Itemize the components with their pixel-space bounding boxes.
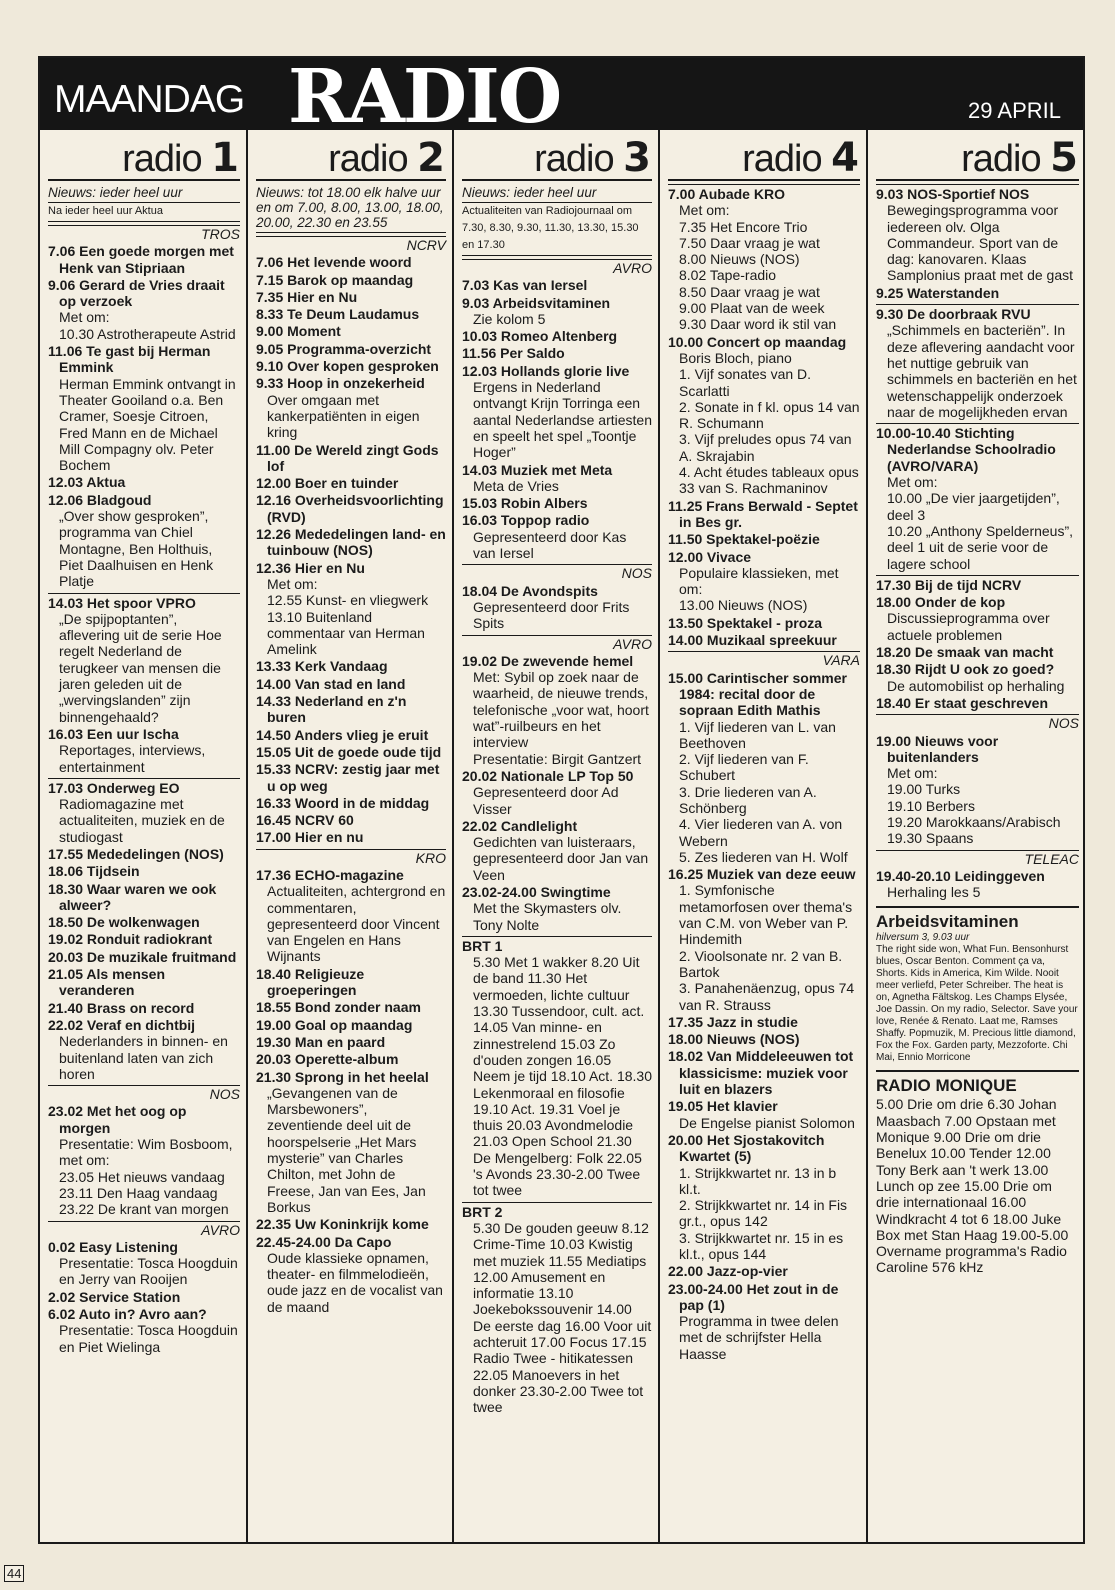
program-title: 23.02 Met het oog op morgen xyxy=(48,1103,187,1136)
program-title: 11.00 De Wereld zingt Gods lof xyxy=(256,441,439,474)
program-item xyxy=(876,306,1079,322)
program-title: 12.16 Overheidsvoorlichting (RVD) xyxy=(256,492,444,525)
program-title: 7.35 Hier en Nu xyxy=(256,288,358,305)
program-item xyxy=(668,1098,860,1114)
program-title: 11.56 Per Saldo xyxy=(462,345,565,362)
program-title: 9.06 Gerard de Vries draait op verzoek xyxy=(48,276,225,310)
column-title-number: 2 xyxy=(417,135,444,181)
program-item xyxy=(668,1263,860,1279)
program-title: 20.02 Nationale LP Top 50 xyxy=(462,767,634,784)
column-title-number: 1 xyxy=(211,135,238,181)
program-item xyxy=(668,1031,860,1047)
program-item xyxy=(256,761,446,794)
program-item xyxy=(48,863,240,879)
program-title: 18.06 Tijdsein xyxy=(48,863,140,880)
program-item xyxy=(462,512,652,528)
program-item xyxy=(48,1103,240,1136)
column-title-word: radio xyxy=(122,138,202,180)
program-description: Met om: 10.00 „De vier jaargetijden”, deel 3 10.20 „Anthony Spelderneus”, deel 1 uit de serie voor de lagere school xyxy=(887,474,1074,572)
program-title: 17.30 Bij de tijd NCRV xyxy=(876,576,1022,593)
header-banner xyxy=(40,54,1083,140)
program-title: 22.45-24.00 Da Capo xyxy=(256,1233,392,1250)
broadcaster-label: AVRO xyxy=(48,1221,240,1238)
program-title: 14.00 Muzikaal spreekuur xyxy=(668,632,837,649)
program-title: 18.00 Onder de kop xyxy=(876,594,1006,611)
program-item xyxy=(48,846,240,862)
column-radio-5 xyxy=(866,130,1085,1542)
program-item xyxy=(48,277,240,310)
program-title: 2.02 Service Station xyxy=(48,1288,181,1305)
section-divider xyxy=(876,184,1079,185)
program-title: 18.20 De smaak van macht xyxy=(876,644,1054,661)
program-item xyxy=(48,492,240,508)
program-description: „Over show gesproken”, programma van Chiel Montagne, Ben Holthuis, Piet Daalhuisen en Henk Platje xyxy=(59,508,214,590)
program-item xyxy=(256,829,446,845)
section-divider xyxy=(462,1202,652,1203)
program-description: Presentatie: Wim Bosboom, met om: 23.05 Het nieuws vandaag 23.11 Den Haag vandaag 23.22 De krant van morgen xyxy=(59,1136,233,1218)
program-item xyxy=(48,931,240,947)
program-item xyxy=(462,277,652,293)
program-description: Zie kolom 5 xyxy=(473,310,546,327)
program-title: 15.33 NCRV: zestig jaar met u op weg xyxy=(256,761,440,794)
program-title: 11.25 Frans Berwald - Septet in Bes gr. xyxy=(668,497,858,530)
program-item xyxy=(668,531,860,547)
program-title: 9.05 Programma-overzicht xyxy=(256,340,432,357)
program-description: Met: Sybil op zoek naar de waarheid, de nieuwe trends, telefonische „voor wat, hoort wat”-ruilbeurs en het interview Presentatie: Birgit Gantzert xyxy=(473,669,649,767)
program-description: Met om: 7.35 Het Encore Trio 7.50 Daar vraag je wat 8.00 Nieuws (NOS) 8.02 Tape-radio 8.50 Daar vraag je wat 9.00 Plaat van de week 9.30 Daar word ik stil van xyxy=(679,202,837,333)
column-radio-2 xyxy=(246,130,452,1542)
program-description: 5.30 De gouden geeuw 8.12 Crime-Time 10.03 Kwistig met muziek 11.55 Mediatips 12.00 Amusement en informatie 13.10 Joekebokssouvenir 14.00 De eerste dag 16.00 Voor uit achteruit 17.00 Focus 17.15 Radio Twee - hitikatessen 22.05 Manoevers in het donker 23.30-2.00 Twee tot twee xyxy=(473,1219,652,1416)
program-title: 14.00 Van stad en land xyxy=(256,675,406,692)
program-item xyxy=(256,1234,446,1250)
program-item xyxy=(668,186,860,202)
program-title: 11.06 Te gast bij Herman Emmink xyxy=(48,343,211,376)
program-item xyxy=(876,186,1079,202)
program-title: 8.33 Te Deum Laudamus xyxy=(256,306,420,323)
program-description: 5.30 Met 1 wakker 8.20 Uit de band 11.30 Het vermoeden, lichte cultuur 13.30 Tussendoor, cult. act. 14.05 Van minne- en zinnestrelend 15.03 Zo d'ouden zongen 16.05 Neem je tijd 18.10 Act. 18.30 Lekenmoraal en filosofie 19.10 Act. 19.31 Voel je thuis 20.03 Avondmelodie 21.03 Open School 21.30 De Mengelberg: Folk 22.05 's Avonds 23.30-2.00 Twee tot twee xyxy=(473,954,652,1199)
program-description: 1. Symfonische metamorfosen over thema's van C.M. von Weber van P. Hindemith 2. Vioolsonate nr. 2 van B. Bartok 3. Panahenäenzug, opus 74 van R. Strauss xyxy=(679,882,855,1013)
program-description: Oude klassieke opnamen, theater- en filmmelodieën, oude jazz en de vocalist van de maand xyxy=(267,1249,443,1315)
program-description: Actualiteiten, achtergrond en commentaren, gepresenteerd door Vincent van Engelen en Hans Wijnants xyxy=(267,883,446,965)
program-description: Met om: 19.00 Turks 19.10 Berbers 19.20 Marokkaans/Arabisch 19.30 Spaans xyxy=(887,765,1061,847)
column-radio-1 xyxy=(40,130,246,1542)
program-item xyxy=(876,285,1079,301)
program-item xyxy=(256,492,446,525)
program-title: 16.45 NCRV 60 xyxy=(256,812,354,829)
program-title: 11.50 Spektakel-poëzie xyxy=(668,531,820,548)
program-title: 18.30 Rijdt U ook zo goed? xyxy=(876,661,1055,678)
news-note: Nieuws: ieder heel uur xyxy=(48,185,240,203)
program-item xyxy=(876,594,1079,610)
program-description: De automobilist op herhaling xyxy=(887,677,1065,694)
program-item xyxy=(256,676,446,692)
column-title-number: 4 xyxy=(831,135,858,181)
program-item xyxy=(256,560,446,576)
broadcaster-label: AVRO xyxy=(462,635,652,652)
program-item xyxy=(256,744,446,760)
program-item xyxy=(462,295,652,311)
program-item xyxy=(256,966,446,999)
program-title: 0.02 Easy Listening xyxy=(48,1238,178,1255)
broadcaster-label: VARA xyxy=(668,651,860,668)
column-title-number: 3 xyxy=(623,135,650,181)
program-title: 9.25 Waterstanden xyxy=(876,284,1000,301)
column-title xyxy=(876,135,1079,181)
program-item xyxy=(256,289,446,305)
program-title: 23.02-24.00 Swingtime xyxy=(462,883,611,900)
program-description: Met the Skymasters olv. Tony Nolte xyxy=(473,900,622,933)
program-item xyxy=(256,999,446,1015)
program-title: 18.40 Er staat geschreven xyxy=(876,694,1048,711)
program-item xyxy=(48,343,240,376)
program-title: 21.40 Brass on record xyxy=(48,999,195,1016)
program-title: 13.50 Spektakel - proza xyxy=(668,614,823,631)
news-sub-note: Actualiteiten van Radiojournaal om 7.30, 8.30, 9.30, 11.30, 13.30, 15.30 en 17.30 xyxy=(462,203,652,256)
column-title xyxy=(48,135,240,181)
program-title: 15.03 Robin Albers xyxy=(462,495,588,512)
broadcaster-label: NOS xyxy=(462,564,652,581)
day-label: MAANDAG xyxy=(54,78,245,121)
program-item xyxy=(462,818,652,834)
program-title: 7.03 Kas van Iersel xyxy=(462,277,588,294)
program-description: „De spijpoptanten”, aflevering uit de serie Hoe regelt Nederland de terugkeer van mensen die jaren geleden uit de „wervingslanden” zijn binnengehaald? xyxy=(59,610,222,725)
program-title: 16.25 Muziek van deze eeuw xyxy=(668,866,856,883)
program-title: 12.03 Aktua xyxy=(48,474,126,491)
program-item xyxy=(48,474,240,490)
program-title: 22.35 Uw Koninkrijk kome xyxy=(256,1216,429,1233)
program-title: 18.30 Waar waren we ook alweer? xyxy=(48,880,217,913)
program-title: 17.03 Onderweg EO xyxy=(48,779,180,796)
section-divider xyxy=(668,184,860,185)
program-description: Over omgaan met kankerpatiënten in eigen kring xyxy=(267,391,420,441)
column-title-word: radio xyxy=(961,138,1041,180)
program-description: Presentatie: Tosca Hoogduin en Piet Wielinga xyxy=(59,1322,238,1355)
page xyxy=(38,56,1085,1544)
column-radio-3 xyxy=(452,130,658,1542)
program-item xyxy=(462,653,652,669)
program-item xyxy=(462,583,652,599)
program-title: 19.02 De zwevende hemel xyxy=(462,652,634,669)
radio-monique-title: RADIO MONIQUE xyxy=(876,1070,1079,1096)
program-item xyxy=(462,328,652,344)
program-title: 14.03 Het spoor VPRO xyxy=(48,594,196,611)
program-item xyxy=(256,658,446,674)
program-title: 21.30 Sprong in het heelal xyxy=(256,1068,429,1085)
program-title: 13.33 Kerk Vandaag xyxy=(256,658,388,675)
program-item xyxy=(48,881,240,914)
program-description: 1. Vijf liederen van L. van Beethoven 2. Vijf liederen van F. Schubert 3. Drie liederen van A. Schönberg 4. Vier liederen van A. von Webern 5. Zes liederen van H. Wolf xyxy=(679,718,848,865)
program-item xyxy=(48,914,240,930)
program-item xyxy=(256,1051,446,1067)
program-description: Populaire klassieken, met om: 13.00 Nieuws (NOS) xyxy=(679,564,839,614)
broadcaster-label: NOS xyxy=(876,714,1079,731)
program-title: 9.30 De doorbraak RVU xyxy=(876,306,1031,323)
arbeidsvitaminen-title: Arbeidsvitaminen xyxy=(876,906,1079,932)
program-item xyxy=(48,1239,240,1255)
section-divider xyxy=(48,593,240,594)
program-item xyxy=(48,595,240,611)
date-label: 29 APRIL xyxy=(968,98,1061,123)
radio-monique-schedule: 5.00 Drie om drie 6.30 Johan Maasbach 7.00 Opstaan met Monique 9.00 Drie om drie Benelux 10.00 Tender 12.00 Tony Berk aan 't werk 13.00 Lunch op zee 15.00 Drie om drie internationaal 16.00 Windkracht 4 tot 6 18.00 Juke Box met Stan Haag 19.00-5.00 Overname programma's Radio Caroline 576 kHz xyxy=(876,1096,1069,1276)
program-item xyxy=(462,495,652,511)
program-description: Meta de Vries xyxy=(473,477,559,494)
program-title: 20.00 Het Sjostakovitch Kwartet (5) xyxy=(668,1131,825,1165)
broadcaster-label: NOS xyxy=(48,1085,240,1102)
program-title: 16.03 Toppop radio xyxy=(462,512,590,529)
program-title: 14.03 Muziek met Meta xyxy=(462,461,613,478)
program-item xyxy=(668,866,860,882)
program-item xyxy=(256,341,446,357)
program-item xyxy=(668,1014,860,1030)
program-description: Nederlanders in binnen- en buitenland laten van zich horen xyxy=(59,1033,228,1082)
column-title-number: 5 xyxy=(1050,135,1077,181)
program-item xyxy=(462,363,652,379)
program-item xyxy=(256,358,446,374)
program-description: Discussieprogramma over actuele problemen xyxy=(887,610,1050,643)
program-description: Reportages, interviews, entertainment xyxy=(59,742,206,775)
program-description: De Engelse pianist Solomon xyxy=(679,1114,855,1131)
program-description: Herhaling les 5 xyxy=(887,884,981,901)
program-description: Gepresenteerd door Ad Visser xyxy=(473,784,619,817)
program-item xyxy=(256,323,446,339)
program-title: 22.02 Veraf en dichtbij xyxy=(48,1016,196,1033)
program-item xyxy=(256,254,446,270)
program-item xyxy=(256,693,446,726)
program-item xyxy=(256,795,446,811)
program-title: 17.35 Jazz in studie xyxy=(668,1013,798,1030)
column-title-word: radio xyxy=(534,138,614,180)
program-description: Bewegingsprogramma voor iedereen olv. Olga Commandeur. Sport van de dag: kanovaren. Klaas Samplonius praat met de gast xyxy=(887,202,1073,284)
program-title: 18.40 Religieuze groeperingen xyxy=(256,965,365,999)
page-title: RADIO xyxy=(288,54,561,140)
program-item xyxy=(668,615,860,631)
program-item xyxy=(668,498,860,531)
program-item xyxy=(48,243,240,276)
section-divider xyxy=(876,575,1079,576)
program-description: Gepresenteerd door Kas van Iersel xyxy=(473,528,627,562)
program-title: 7.06 Een goede morgen met Henk van Stipriaan xyxy=(48,243,234,276)
program-title: 10.00-10.40 Stichting Nederlandse Schoolradio (AVRO/VARA) xyxy=(876,425,1056,474)
program-description: Herman Emmink ontvangt in Theater Gooiland o.a. Ben Cramer, Soesje Citroen, Fred Mann en de Michael Mill Compagny olv. Peter Bochem xyxy=(59,375,236,474)
program-description: Radiomagazine met actualiteiten, muziek en de studiogast xyxy=(59,796,225,845)
program-item xyxy=(668,1132,860,1165)
program-item xyxy=(668,549,860,565)
program-item xyxy=(256,442,446,475)
program-description: „Gevangenen van de Marsbewoners”, zeventiende deel uit de hoorspelserie „Het Mars mysterie” van Charles Chilton, met John de Freese, Jan van Ees, Jan Borkus xyxy=(267,1084,426,1215)
program-item xyxy=(876,425,1079,474)
broadcaster-label: NCRV xyxy=(256,236,446,253)
program-title: 18.50 De wolkenwagen xyxy=(48,914,200,931)
news-note: Nieuws: tot 18.00 elk halve uur en om 7.00, 8.00, 13.00, 18.00, 20.00, 22.30 en 23.55 xyxy=(256,185,446,233)
program-title: 19.40-20.10 Leidinggeven xyxy=(876,867,1045,884)
program-title: 7.00 Aubade KRO xyxy=(668,186,785,202)
program-item xyxy=(256,867,446,883)
broadcaster-label: TROS xyxy=(48,225,240,242)
program-title: 9.33 Hoop in onzekerheid xyxy=(256,375,425,392)
program-title: 16.03 Een uur Ischa xyxy=(48,725,179,742)
column-title xyxy=(668,135,860,181)
program-title: 14.50 Anders vlieg je eruit xyxy=(256,726,429,743)
program-title: 19.00 Goal op maandag xyxy=(256,1016,413,1033)
program-item xyxy=(668,1048,860,1097)
program-title: 12.00 Boer en tuinder xyxy=(256,475,399,492)
program-title: 9.03 NOS-Sportief NOS xyxy=(876,186,1030,202)
program-description: Presentatie: Tosca Hoogduin en Jerry van Rooijen xyxy=(59,1255,238,1288)
page-number: 44 xyxy=(4,1565,24,1582)
program-item xyxy=(48,1306,240,1322)
broadcaster-label: TELEAC xyxy=(876,850,1079,867)
column-title xyxy=(462,135,652,181)
program-title: 22.02 Candlelight xyxy=(462,817,578,834)
program-title: BRT 1 xyxy=(462,937,503,954)
program-item xyxy=(48,966,240,999)
column-title-word: radio xyxy=(742,138,822,180)
program-item xyxy=(668,1281,860,1314)
program-item xyxy=(876,644,1079,660)
program-title: 12.26 Mededelingen land- en tuinbouw (NOS) xyxy=(256,526,446,559)
program-title: 15.05 Uit de goede oude tijd xyxy=(256,743,442,760)
program-item xyxy=(668,334,860,350)
program-item xyxy=(462,345,652,361)
program-item xyxy=(462,1204,652,1220)
program-item xyxy=(462,884,652,900)
program-description: Ergens in Nederland ontvangt Krijn Torringa een aantal Nederlandse artiesten en speelt het spel „Toontje Hoger” xyxy=(473,379,653,461)
program-item xyxy=(668,670,860,719)
section-divider xyxy=(876,423,1079,424)
program-title: 12.03 Hollands glorie live xyxy=(462,362,630,379)
program-title: BRT 2 xyxy=(462,1203,503,1220)
arbeidsvitaminen-subtitle: hilversum 3, 9.03 uur xyxy=(876,932,970,944)
section-divider xyxy=(462,936,652,937)
program-title: 10.03 Romeo Altenberg xyxy=(462,328,618,345)
program-item xyxy=(48,1017,240,1033)
program-title: 19.00 Nieuws voor buitenlanders xyxy=(876,732,999,765)
program-item xyxy=(48,726,240,742)
program-title: 9.10 Over kopen gesproken xyxy=(256,358,439,375)
column-title-word: radio xyxy=(328,138,408,180)
program-item xyxy=(48,1289,240,1305)
program-description: „Schimmels en bacteriën”. In deze aflevering aandacht voor het nuttige gebruik van schimmels en bacteriën en het wetenschappelijk onderzoek naar de mogelijkheden ervan xyxy=(887,322,1077,420)
news-note: Nieuws: ieder heel uur xyxy=(462,185,652,203)
program-item xyxy=(48,1000,240,1016)
program-title: 15.00 Carintischer sommer 1984: recital door de sopraan Edith Mathis xyxy=(668,669,847,719)
program-description: Boris Bloch, piano 1. Vijf sonates van D. Scarlatti 2. Sonate in f kl. opus 14 van R. Schumann 3. Vijf preludes opus 74 van A. Skrajabin 4. Acht études tableaux opus 33 van S. Rachmaninov xyxy=(679,349,860,497)
program-title: 19.05 Het klavier xyxy=(668,1098,778,1115)
program-title: 16.33 Woord in de middag xyxy=(256,794,430,811)
program-item xyxy=(256,1216,446,1232)
program-title: 19.30 Man en paard xyxy=(256,1033,386,1050)
program-item xyxy=(256,727,446,743)
program-item xyxy=(462,462,652,478)
program-item xyxy=(876,868,1079,884)
column-radio-4 xyxy=(658,130,866,1542)
program-description: Programma in twee delen met de schrijfster Hella Haasse xyxy=(679,1313,839,1362)
program-item xyxy=(876,661,1079,677)
program-item xyxy=(256,1017,446,1033)
program-description: Met om: 10.30 Astrotherapeute Astrid xyxy=(59,309,236,342)
program-title: 10.00 Concert op maandag xyxy=(668,333,847,350)
program-item xyxy=(48,780,240,796)
program-title: 12.06 Bladgoud xyxy=(48,491,152,508)
program-description: Gedichten van luisteraars, gepresenteerd door Jan van Veen xyxy=(473,834,649,883)
broadcaster-label: AVRO xyxy=(462,259,652,276)
program-item xyxy=(462,938,652,954)
program-title: 18.02 Van Middeleeuwen tot klassicisme: muziek voor luit en blazers xyxy=(668,1048,854,1098)
program-title: 23.00-24.00 Het zout in de pap (1) xyxy=(668,1280,839,1313)
program-title: 20.03 Operette-album xyxy=(256,1051,399,1068)
program-item xyxy=(256,375,446,391)
program-title: 6.02 Auto in? Avro aan? xyxy=(48,1306,207,1322)
program-title: 18.04 De Avondspits xyxy=(462,582,598,599)
program-title: 12.00 Vivace xyxy=(668,548,752,565)
program-item xyxy=(256,272,446,288)
program-description: 1. Strijkkwartet nr. 13 in b kl.t. 2. Strijkkwartet nr. 14 in Fis gr.t., opus 142 3. Strijkkwartet nr. 15 in es kl.t., opus 144 xyxy=(679,1164,848,1262)
program-item xyxy=(876,695,1079,711)
program-title: 18.00 Nieuws (NOS) xyxy=(668,1031,800,1048)
arbeidsvitaminen-playlist: The right side won, What Fun. Bensonhurst blues, Oscar Benton. Comment ça va, Shorts. Kids in America, Kim Wilde. Nooit meer verliefd, Peter Schreiber. The heat is on, Agnetha Fältskog. Les Champs Elysée, Joe Dassin. On my radio, Selector. Save your love, Renée & Renato. Laat me, Ramses Shaffy. Popmuzik, M. Precious little diamond, Fox the Fox. Garden party, Mezzoforte. Chi Mai, Ennio Morricone xyxy=(876,944,1078,1064)
program-item xyxy=(256,1069,446,1085)
program-item xyxy=(48,949,240,965)
program-item xyxy=(256,306,446,322)
program-item xyxy=(462,768,652,784)
program-title: 22.00 Jazz-op-vier xyxy=(668,1263,788,1280)
column-title xyxy=(256,135,446,181)
program-title: 19.02 Ronduit radiokrant xyxy=(48,931,213,948)
program-title: 17.36 ECHO-magazine xyxy=(256,866,404,883)
program-title: 17.00 Hier en nu xyxy=(256,829,364,846)
program-title: 12.36 Hier en Nu xyxy=(256,559,365,576)
section-divider xyxy=(876,304,1079,305)
program-item xyxy=(876,577,1079,593)
news-sub-note: Na ieder heel uur Aktua xyxy=(48,203,240,222)
program-title: 7.15 Barok op maandag xyxy=(256,271,414,288)
program-item xyxy=(876,733,1079,766)
program-title: 21.05 Als mensen veranderen xyxy=(48,966,165,999)
program-item xyxy=(256,1034,446,1050)
section-divider xyxy=(48,778,240,779)
program-description: Met om: 12.55 Kunst- en vliegwerk 13.10 Buitenland commentaar van Herman Amelink xyxy=(267,575,429,658)
program-title: 9.00 Moment xyxy=(256,323,341,340)
program-title: 20.03 De muzikale fruitmand xyxy=(48,948,237,965)
program-title: 7.06 Het levende woord xyxy=(256,254,412,271)
program-title: 17.55 Mededelingen (NOS) xyxy=(48,845,224,862)
program-item xyxy=(256,526,446,559)
program-description: Gepresenteerd door Frits Spits xyxy=(473,598,630,632)
broadcaster-label: KRO xyxy=(256,849,446,866)
program-item xyxy=(256,812,446,828)
program-title: 18.55 Bond zonder naam xyxy=(256,999,421,1016)
program-item xyxy=(256,475,446,491)
program-title: 14.33 Nederland en z'n buren xyxy=(256,693,407,726)
program-title: 9.03 Arbeidsvitaminen xyxy=(462,294,611,311)
program-item xyxy=(668,632,860,648)
